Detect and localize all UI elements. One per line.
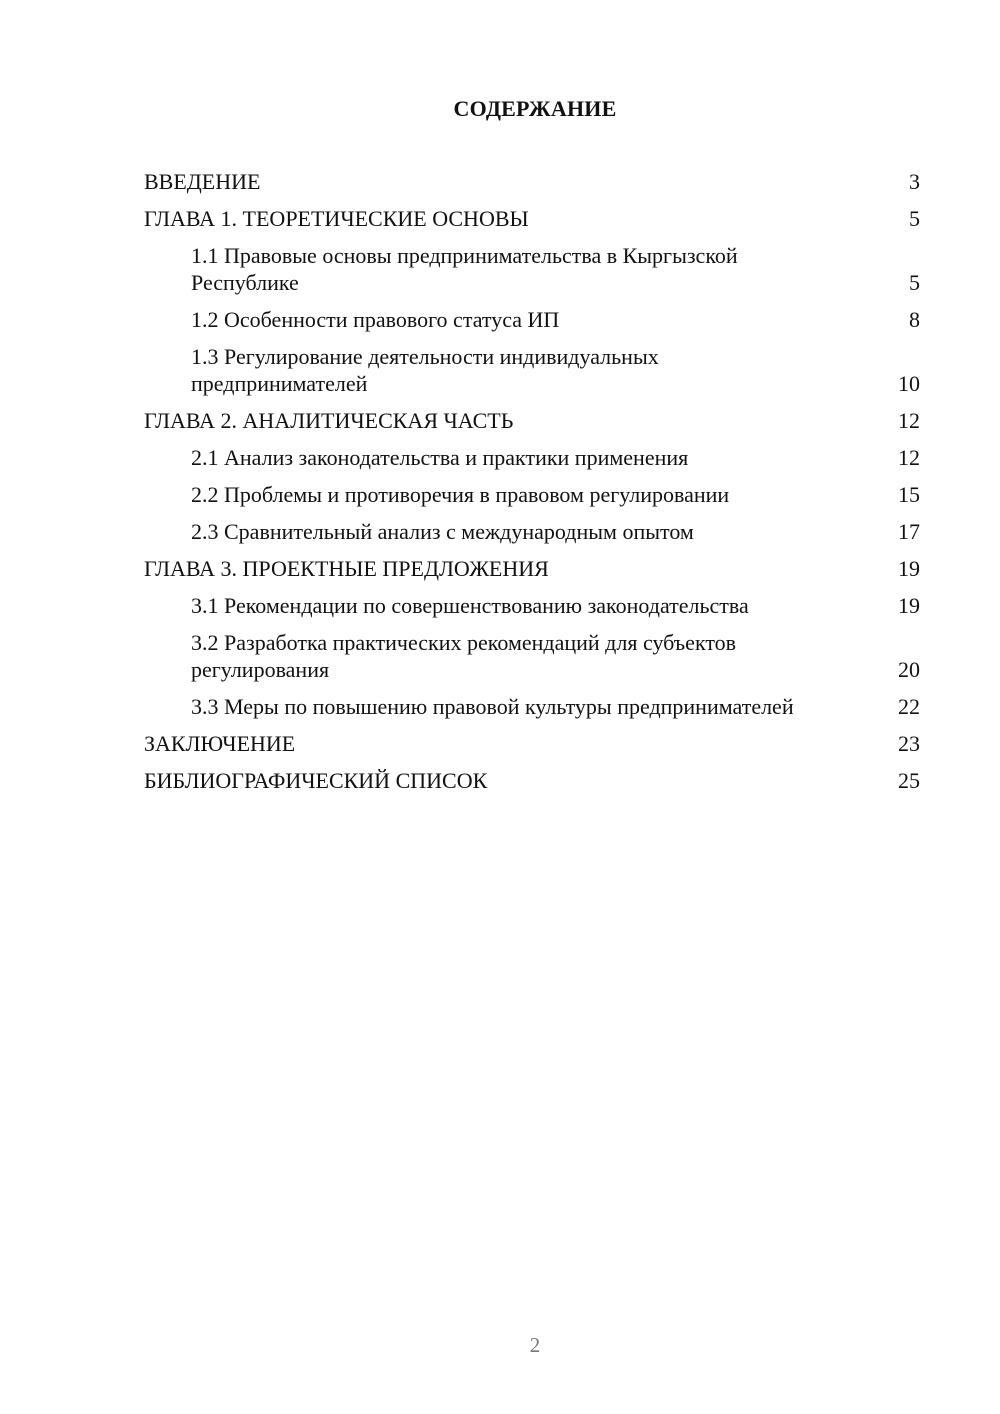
toc-entry-page: 12	[898, 445, 920, 470]
toc-entry-label: БИБЛИОГРАФИЧЕСКИЙ СПИСОК	[144, 768, 488, 793]
toc-entry-section-3-3[interactable]	[144, 693, 920, 720]
toc-entry-section-1-2[interactable]	[144, 306, 920, 333]
toc-entry-page: 23	[898, 731, 920, 756]
toc-entry-section-1-3[interactable]	[144, 343, 920, 397]
toc-entry-section-2-1[interactable]	[144, 444, 920, 471]
toc-entry-page: 5	[909, 206, 920, 231]
toc-entry-label: 3.1 Рекомендации по совершенствованию законодательства	[191, 593, 749, 618]
toc-entry-label: ЗАКЛЮЧЕНИЕ	[144, 731, 296, 756]
toc-entry-label: ГЛАВА 3. ПРОЕКТНЫЕ ПРЕДЛОЖЕНИЯ	[144, 556, 549, 581]
toc-entry-label: 1.2 Особенности правового статуса ИП	[191, 307, 560, 332]
toc-entry-page: 25	[898, 768, 920, 793]
toc-entry-section-3-2[interactable]	[144, 629, 920, 683]
toc-entry-label: ГЛАВА 1. ТЕОРЕТИЧЕСКИЕ ОСНОВЫ	[144, 206, 529, 231]
toc-entry-chapter-3[interactable]	[144, 555, 920, 582]
toc-entry-label: 1.1 Правовые основы предпринимательства в Кыргызской Республике	[191, 243, 738, 295]
toc-entry-page: 19	[898, 593, 920, 618]
toc-entry-label: 2.2 Проблемы и противоречия в правовом регулировании	[191, 482, 730, 507]
toc-entry-page: 12	[898, 408, 920, 433]
toc-entry-label: 1.3 Регулирование деятельности индивидуальных предпринимателей	[191, 344, 659, 396]
toc-entry-label: 3.3 Меры по повышению правовой культуры предпринимателей	[191, 694, 794, 719]
toc-entry-chapter-1[interactable]	[144, 205, 920, 232]
toc-entry-conclusion[interactable]	[144, 730, 920, 757]
toc-entry-page: 17	[898, 519, 920, 544]
toc-entry-page: 10	[898, 371, 920, 396]
toc-entry-chapter-2[interactable]	[144, 407, 920, 434]
toc-entry-label: ГЛАВА 2. АНАЛИТИЧЕСКАЯ ЧАСТЬ	[144, 408, 514, 433]
toc-entry-introduction[interactable]	[144, 168, 920, 195]
table-of-contents	[144, 168, 920, 804]
toc-entry-section-2-2[interactable]	[144, 481, 920, 508]
toc-entry-page: 3	[909, 169, 920, 194]
toc-entry-label: 3.2 Разработка практических рекомендаций для субъектов регулирования	[191, 630, 737, 682]
toc-entry-label: 2.3 Сравнительный анализ с международным опытом	[191, 519, 694, 544]
toc-entry-page: 8	[909, 307, 920, 332]
toc-heading: СОДЕРЖАНИЕ	[453, 96, 617, 121]
toc-entry-section-3-1[interactable]	[144, 592, 920, 619]
toc-entry-page: 19	[898, 556, 920, 581]
toc-entry-label: 2.1 Анализ законодательства и практики применения	[191, 445, 689, 470]
toc-entry-page: 15	[898, 482, 920, 507]
toc-entry-page: 22	[898, 694, 920, 719]
toc-entry-label: ВВЕДЕНИЕ	[144, 169, 261, 194]
toc-entry-section-2-3[interactable]	[144, 518, 920, 545]
toc-entry-bibliography[interactable]	[144, 767, 920, 794]
toc-entry-section-1-1[interactable]	[144, 242, 920, 296]
toc-entry-page: 5	[909, 270, 920, 295]
page-number: 2	[529, 1333, 541, 1357]
toc-entry-page: 20	[898, 657, 920, 682]
